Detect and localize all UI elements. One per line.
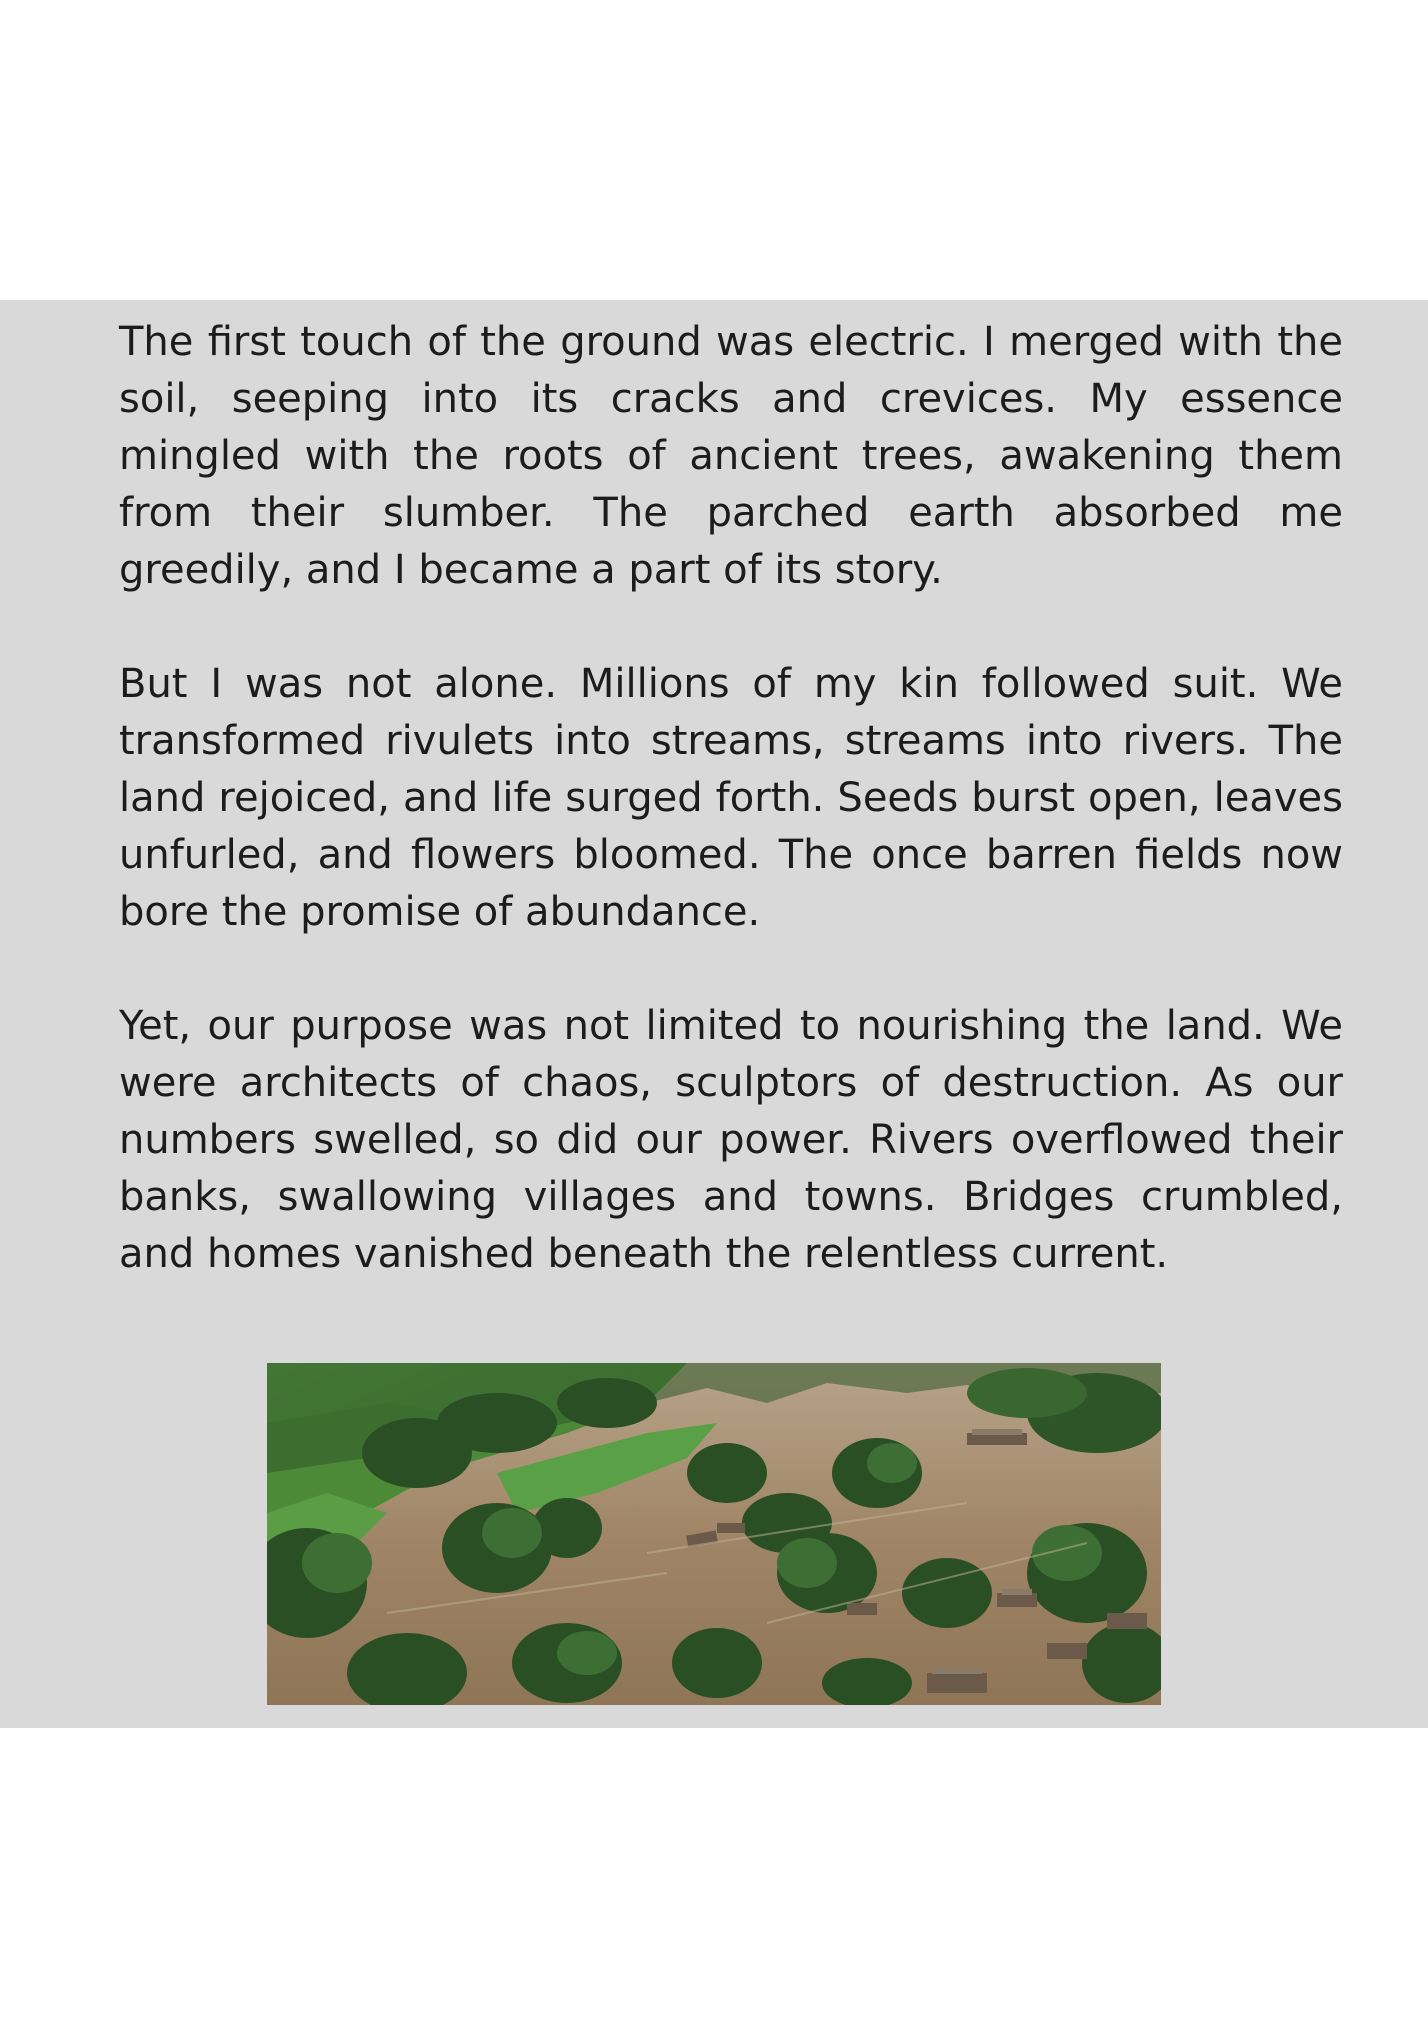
flood-village-photo [267, 1363, 1161, 1705]
content-panel [0, 300, 1428, 1728]
paragraph-2: But I was not alone. Millions of my kin followed suit. We transformed rivulets into streams, streams into rivers. The land rejoiced, and life surged forth. Seeds burst open, leaves unfurled, and flowers bloomed. The once barren fields now bore the promise of abundance. [119, 661, 1343, 935]
story-text [119, 314, 1343, 1283]
paragraph-3: Yet, our purpose was not limited to nourishing the land. We were architects of chaos, sculptors of destruction. As our numbers swelled, so did our power. Rivers overflowed their banks, swallowing villages and towns. Bridges crumbled, and homes vanished beneath the relentless current. [119, 1003, 1343, 1277]
paragraph-1: The first touch of the ground was electric. I merged with the soil, seeping into its cracks and crevices. My essence mingled with the roots of ancient trees, awakening them from their slumber. The parched earth absorbed me greedily, and I became a part of its story. [119, 319, 1343, 593]
